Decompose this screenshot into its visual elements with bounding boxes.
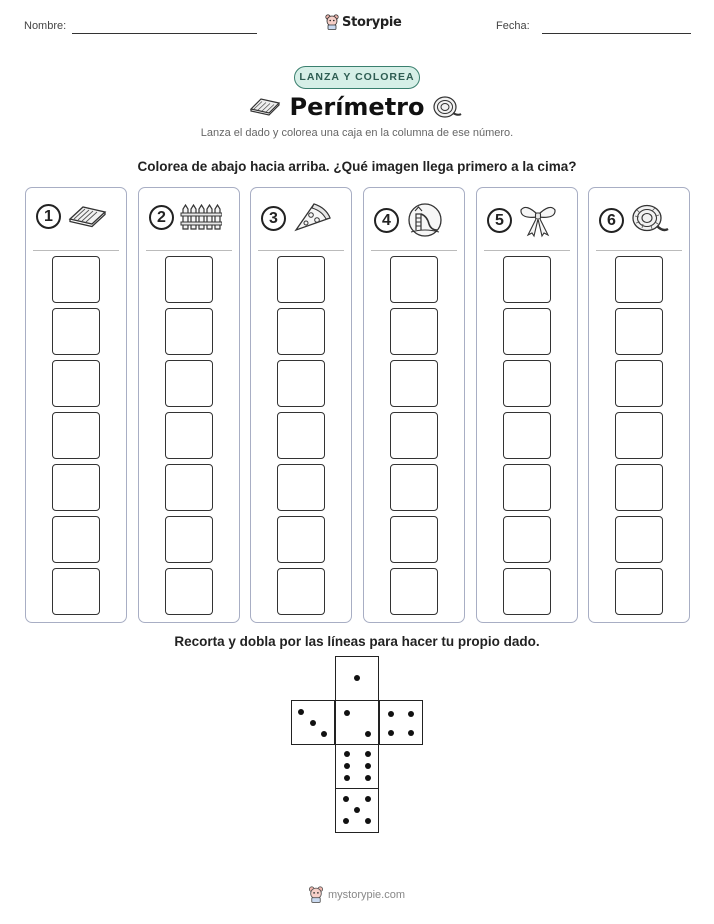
color-box[interactable]	[165, 412, 213, 459]
pip	[365, 818, 371, 824]
color-box[interactable]	[615, 308, 663, 355]
pip	[365, 775, 371, 781]
color-box[interactable]	[503, 412, 551, 459]
activity-badge: LANZA Y COLOREA	[294, 66, 420, 89]
pip	[354, 807, 360, 813]
coloring-instruction: Colorea de abajo hacia arriba. ¿Qué imagen llega primero a la cima?	[137, 159, 577, 174]
pip	[388, 711, 394, 717]
pip	[298, 709, 304, 715]
pizza-slice-icon	[292, 202, 332, 234]
die-face-6	[335, 744, 379, 789]
color-box[interactable]	[165, 568, 213, 615]
pip	[321, 731, 327, 737]
column-number: 1	[36, 204, 61, 229]
color-box[interactable]	[52, 256, 100, 303]
color-box[interactable]	[52, 360, 100, 407]
footer	[308, 886, 405, 903]
bear-mascot-icon	[308, 886, 324, 903]
die-face-2	[335, 700, 379, 745]
color-box[interactable]	[277, 516, 325, 563]
pip	[310, 720, 316, 726]
color-box[interactable]	[52, 516, 100, 563]
pip	[408, 730, 414, 736]
color-box[interactable]	[615, 568, 663, 615]
color-box[interactable]	[503, 568, 551, 615]
date-line	[542, 33, 691, 34]
color-box[interactable]	[615, 412, 663, 459]
coiled-rope-icon	[431, 94, 463, 125]
color-box[interactable]	[165, 464, 213, 511]
color-box[interactable]	[615, 256, 663, 303]
pip	[365, 796, 371, 802]
subtitle: Lanza el dado y colorea una caja en la columna de ese número.	[200, 127, 514, 139]
column-number: 3	[261, 206, 286, 231]
color-box[interactable]	[390, 360, 438, 407]
die-instruction: Recorta y dobla por las líneas para hacer tu propio dado.	[174, 634, 540, 649]
color-box[interactable]	[277, 464, 325, 511]
pip	[344, 710, 350, 716]
pip	[365, 751, 371, 757]
column-divider	[33, 250, 119, 251]
column-number: 2	[149, 205, 174, 230]
color-box[interactable]	[390, 568, 438, 615]
column-number: 4	[374, 208, 399, 233]
color-box[interactable]	[165, 360, 213, 407]
pip	[344, 775, 350, 781]
color-box[interactable]	[503, 360, 551, 407]
color-box[interactable]	[277, 308, 325, 355]
column-5	[476, 187, 578, 623]
pip	[408, 711, 414, 717]
brand-logo	[325, 14, 402, 30]
color-box[interactable]	[277, 360, 325, 407]
fence-icon	[180, 202, 222, 232]
color-box[interactable]	[277, 568, 325, 615]
color-box[interactable]	[52, 464, 100, 511]
die-face-4	[379, 700, 423, 745]
color-box[interactable]	[503, 256, 551, 303]
color-box[interactable]	[503, 516, 551, 563]
pip	[343, 796, 349, 802]
bear-mascot-icon	[325, 14, 339, 30]
color-box[interactable]	[277, 256, 325, 303]
name-line	[72, 33, 257, 34]
pip	[343, 818, 349, 824]
column-number: 6	[599, 208, 624, 233]
color-box[interactable]	[503, 464, 551, 511]
column-divider	[596, 250, 682, 251]
pip	[344, 763, 350, 769]
playground-slide-icon	[405, 202, 445, 238]
color-box[interactable]	[503, 308, 551, 355]
brand-name: Storypie	[342, 14, 402, 30]
color-box[interactable]	[615, 360, 663, 407]
die-face-5	[335, 788, 379, 833]
column-number: 5	[487, 208, 512, 233]
page-title: Perímetro	[289, 93, 425, 121]
die-face-3	[291, 700, 335, 745]
column-3	[250, 187, 352, 623]
color-box[interactable]	[277, 412, 325, 459]
color-box[interactable]	[52, 412, 100, 459]
color-box[interactable]	[165, 516, 213, 563]
date-label: Fecha:	[496, 20, 530, 32]
color-box[interactable]	[390, 464, 438, 511]
color-box[interactable]	[390, 256, 438, 303]
coiled-rope-icon	[630, 202, 670, 238]
color-box[interactable]	[165, 256, 213, 303]
color-box[interactable]	[52, 308, 100, 355]
bow-icon	[518, 202, 558, 238]
column-2	[138, 187, 240, 623]
tray-icon	[67, 202, 107, 230]
color-box[interactable]	[390, 516, 438, 563]
pip	[388, 730, 394, 736]
color-box[interactable]	[615, 516, 663, 563]
pip	[365, 731, 371, 737]
color-box[interactable]	[390, 308, 438, 355]
color-box[interactable]	[165, 308, 213, 355]
column-divider	[258, 250, 344, 251]
column-4	[363, 187, 465, 623]
color-box[interactable]	[615, 464, 663, 511]
column-6	[588, 187, 690, 623]
column-divider	[371, 250, 457, 251]
name-label: Nombre:	[24, 20, 67, 32]
color-box[interactable]	[52, 568, 100, 615]
column-divider	[484, 250, 570, 251]
column-divider	[146, 250, 232, 251]
footer-url: mystorypie.com	[328, 888, 406, 901]
pip	[344, 751, 350, 757]
die-face-1	[335, 656, 379, 701]
color-box[interactable]	[390, 412, 438, 459]
pip	[354, 675, 360, 681]
pip	[365, 763, 371, 769]
column-1	[25, 187, 127, 623]
